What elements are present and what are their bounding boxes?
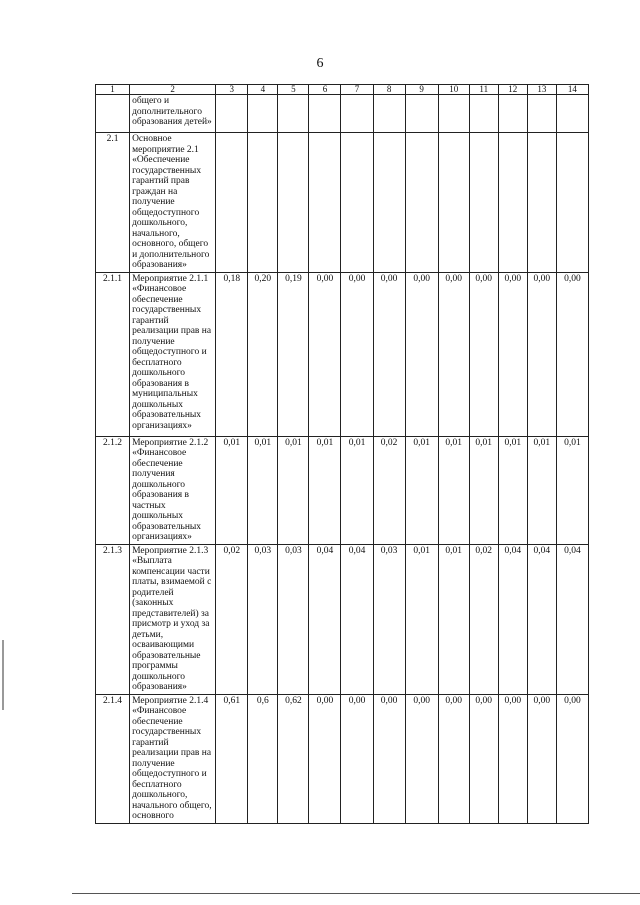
value-cell: 0,00 [556,694,588,823]
value-cell [405,95,438,133]
value-cell: 0,03 [373,544,405,694]
value-cell [405,133,438,273]
scan-edge-mark [2,640,4,710]
value-cell [438,95,469,133]
value-cell: 0,00 [438,694,469,823]
value-cell [527,133,556,273]
value-cell: 0,61 [216,694,248,823]
data-table [95,84,589,824]
row-code: 2.1 [96,133,130,273]
value-cell [216,133,248,273]
value-cell [469,95,498,133]
value-cell [278,95,309,133]
value-cell: 0,01 [216,436,248,544]
row-name: Основное мероприятие 2.1 «Обеспечение государственных гарантий прав граждан на получение общедоступного дошкольного, начального, основного, общего и дополнительного образования» [130,133,216,273]
value-cell: 0,00 [373,272,405,436]
value-cell [373,133,405,273]
header-cell: 11 [469,85,498,95]
table-row [96,436,589,544]
page-bottom-line [72,893,640,894]
value-cell: 0,01 [438,544,469,694]
value-cell [278,133,309,273]
value-cell: 0,01 [405,436,438,544]
value-cell [341,133,373,273]
value-cell: 0,20 [248,272,278,436]
value-cell: 0,01 [469,436,498,544]
header-cell: 5 [278,85,309,95]
row-name: Мероприятие 2.1.4 «Финансовое обеспечение государственных гарантий реализации прав на получение общедоступного и бесплатного дошкольного, начального общего, основного [130,694,216,823]
value-cell [527,95,556,133]
value-cell: 0,04 [556,544,588,694]
row-code [96,95,130,133]
row-code: 2.1.2 [96,436,130,544]
header-cell: 14 [556,85,588,95]
value-cell: 0,00 [556,272,588,436]
table-row [96,133,589,273]
table-row [96,544,589,694]
table-row [96,95,589,133]
value-cell: 0,18 [216,272,248,436]
header-cell: 6 [309,85,341,95]
value-cell: 0,01 [438,436,469,544]
value-cell: 0,04 [498,544,527,694]
value-cell: 0,00 [498,694,527,823]
value-cell [498,95,527,133]
value-cell: 0,00 [405,694,438,823]
header-cell: 13 [527,85,556,95]
value-cell: 0,62 [278,694,309,823]
value-cell: 0,01 [556,436,588,544]
row-name: Мероприятие 2.1.2 «Финансовое обеспечение получения дошкольного образования в частных дошкольных образовательных организациях» [130,436,216,544]
header-cell: 3 [216,85,248,95]
value-cell: 0,01 [278,436,309,544]
table-row [96,272,589,436]
row-code: 2.1.3 [96,544,130,694]
value-cell [438,133,469,273]
header-cell: 10 [438,85,469,95]
value-cell [248,133,278,273]
page-number: 6 [316,56,324,71]
value-cell [556,95,588,133]
value-cell [469,133,498,273]
header-cell: 12 [498,85,527,95]
table-row [96,694,589,823]
table-body [96,95,589,824]
value-cell [373,95,405,133]
value-cell: 0,02 [216,544,248,694]
value-cell: 0,00 [527,694,556,823]
value-cell: 0,02 [373,436,405,544]
value-cell: 0,00 [341,694,373,823]
header-cell: 9 [405,85,438,95]
value-cell: 0,01 [309,436,341,544]
value-cell [309,95,341,133]
value-cell: 0,03 [248,544,278,694]
row-code: 2.1.1 [96,272,130,436]
row-name: Мероприятие 2.1.3 «Выплата компенсации части платы, взимаемой с родителей (законных представителей) за присмотр и уход за детьми, осваивающими образовательные программы дошкольного образования» [130,544,216,694]
value-cell [341,95,373,133]
row-name: Мероприятие 2.1.1 «Финансовое обеспечение государственных гарантий реализации прав на получение общедоступного и бесплатного дошкольного образования в муниципальных дошкольных образовательных организациях» [130,272,216,436]
header-row [96,85,589,95]
value-cell [498,133,527,273]
header-cell: 2 [130,85,216,95]
value-cell [248,95,278,133]
value-cell [556,133,588,273]
value-cell: 0,01 [498,436,527,544]
value-cell: 0,01 [248,436,278,544]
value-cell: 0,00 [341,272,373,436]
value-cell: 0,02 [469,544,498,694]
value-cell: 0,00 [373,694,405,823]
value-cell: 0,00 [405,272,438,436]
value-cell: 0,04 [309,544,341,694]
value-cell [309,133,341,273]
header-cell: 4 [248,85,278,95]
value-cell: 0,00 [498,272,527,436]
value-cell: 0,00 [527,272,556,436]
value-cell: 0,01 [341,436,373,544]
value-cell [216,95,248,133]
header-cell: 7 [341,85,373,95]
value-cell: 0,01 [405,544,438,694]
value-cell: 0,19 [278,272,309,436]
header-cell: 1 [96,85,130,95]
row-name: общего и дополнительного образования детей» [130,95,216,133]
value-cell: 0,00 [469,272,498,436]
value-cell: 0,03 [278,544,309,694]
value-cell: 0,04 [527,544,556,694]
value-cell: 0,00 [309,272,341,436]
value-cell: 0,6 [248,694,278,823]
row-code: 2.1.4 [96,694,130,823]
value-cell: 0,04 [341,544,373,694]
header-cell: 8 [373,85,405,95]
value-cell: 0,01 [527,436,556,544]
value-cell: 0,00 [309,694,341,823]
value-cell: 0,00 [469,694,498,823]
value-cell: 0,00 [438,272,469,436]
